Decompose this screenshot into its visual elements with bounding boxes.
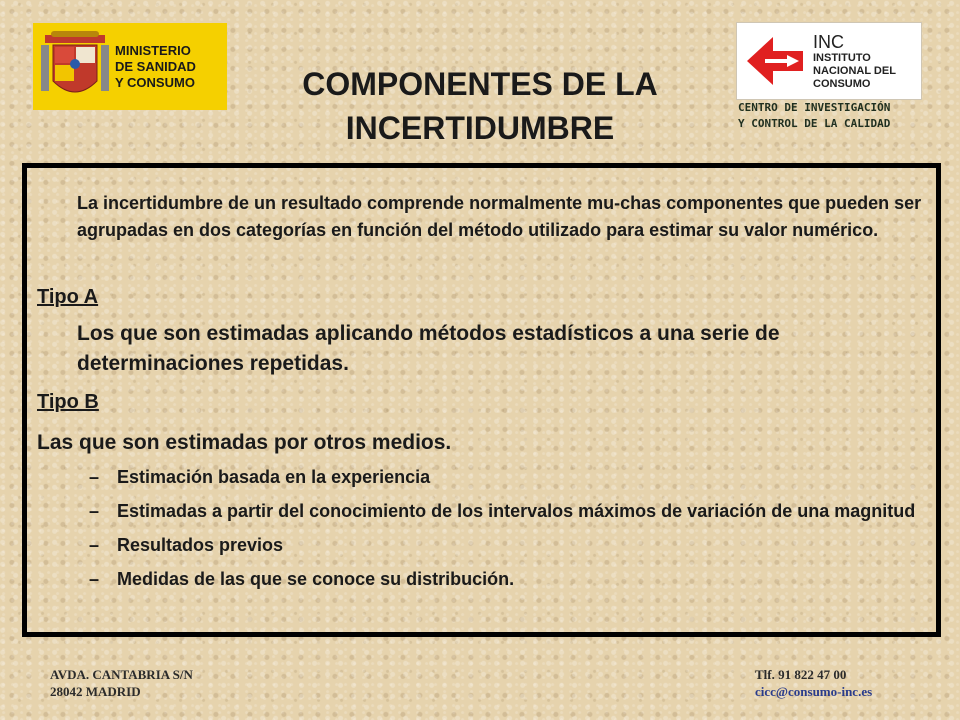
- tipo-a-description: Los que son estimadas aplicando métodos estadísticos a una serie de determinaciones repetidas.: [77, 322, 780, 375]
- tipo-b-description: Las que son estimadas por otros medios.: [37, 431, 452, 454]
- ministry-name: MINISTERIO DE SANIDAD Y CONSUMO: [115, 42, 196, 90]
- tipo-a-heading: Tipo A: [37, 286, 99, 308]
- bullet-list: [89, 465, 919, 601]
- list-item-text: Medidas de las que se conoce su distribución.: [117, 569, 515, 589]
- footer-address: AVDA. CANTABRIA S/N 28042 MADRID: [50, 667, 193, 699]
- inc-logo-subtitle: INSTITUTO NACIONAL DEL CONSUMO: [813, 51, 896, 90]
- list-item-text: Resultados previos: [117, 535, 284, 555]
- inc-name: [813, 32, 896, 91]
- list-item: [89, 499, 919, 523]
- bullet-dash: –: [89, 501, 100, 521]
- footer-contact: [755, 666, 872, 700]
- bullet-dash: –: [89, 467, 100, 487]
- inc-caption: CENTRO DE INVESTIGACIÓN Y CONTROL DE LA CALIDAD: [738, 101, 891, 130]
- list-item-text: Estimadas a partir del conocimiento de los intervalos máximos de variación de una magnitud: [117, 501, 916, 521]
- coat-of-arms-icon: [41, 29, 109, 105]
- bullet-dash: –: [89, 535, 100, 555]
- footer-phone: Tlf. 91 822 47 00: [755, 667, 847, 682]
- inc-logo-title: INC: [813, 31, 844, 52]
- footer-email[interactable]: cicc@consumo-inc.es: [755, 684, 873, 699]
- list-item: [89, 465, 919, 489]
- inc-logo: [736, 22, 922, 100]
- list-item: [89, 533, 919, 557]
- tipo-b-heading: Tipo B: [37, 391, 99, 413]
- page-title: COMPONENTES DE LA INCERTIDUMBRE: [302, 66, 658, 146]
- bullet-dash: –: [89, 569, 100, 589]
- list-item: [89, 567, 919, 591]
- list-item-text: Estimación basada en la experiencia: [117, 467, 431, 487]
- ministry-logo: [33, 23, 227, 110]
- inc-arrows-icon: [743, 29, 807, 93]
- content-box: [22, 163, 941, 637]
- intro-paragraph: La incertidumbre de un resultado comprende normalmente mu-chas componentes que pueden ser agrupadas en dos categorías en función del método utilizado para estimar su valor numérico.: [77, 193, 922, 240]
